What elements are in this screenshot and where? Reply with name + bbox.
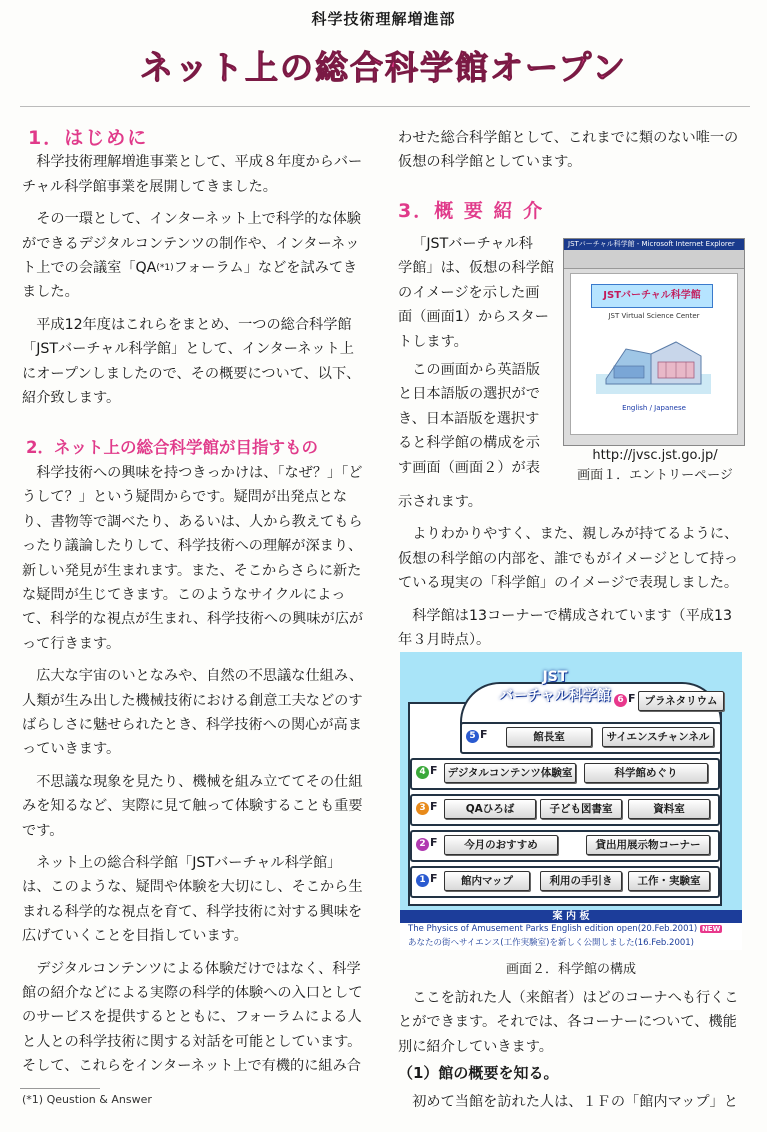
line: 「JSTバーチャル科 <box>412 236 533 252</box>
floor-unit: F <box>430 872 438 885</box>
new-badge: NEW <box>701 925 721 933</box>
browser-toolbar <box>564 250 744 269</box>
right-column-bottom <box>398 986 744 1114</box>
line: のイメージを示した画 <box>398 284 540 301</box>
floor-label <box>416 800 438 815</box>
news-item-2[interactable]: あなたの街へサイエンス(工作実験室)を新しく公開しました(16.Feb.2001) <box>408 938 694 948</box>
footnote-rule <box>20 1088 100 1089</box>
left-column <box>22 126 368 1079</box>
entry-url: http://jvsc.jst.go.jp/ <box>592 448 718 463</box>
floor-2 <box>410 830 720 862</box>
floor-label <box>614 692 636 707</box>
room-user-guide-button[interactable]: 利用の手引き <box>540 871 622 891</box>
jst-museum-logo <box>480 668 630 710</box>
floor-5 <box>460 722 722 754</box>
room-planetarium-button[interactable]: プラネタリウム <box>638 691 724 711</box>
entry-page-screenshot <box>563 238 745 446</box>
browser-page <box>570 273 738 435</box>
line: トします。 <box>398 333 468 350</box>
room-monthly-picks-button[interactable]: 今月のおすすめ <box>444 835 558 855</box>
floor-number: 2 <box>416 838 429 851</box>
right-paragraph-5: 初めて当館を訪れた人は、１Ｆの「館内マップ」と <box>412 1093 738 1110</box>
room-digital-content-button[interactable]: デジタルコンテンツ体験室 <box>444 763 576 783</box>
window-titlebar: JSTバーチャル科学館 - Microsoft Internet Explorer <box>564 239 744 250</box>
floor-label <box>416 872 438 887</box>
section-2-paragraph-5: デジタルコンテンツによる体験だけではなく、科学館の紹介などによる実際の科学的体験への入口としてのサービスを提供するとともに、フォーラムによる人と人との科学技術に関する対話を可能としています。そして、これらをインターネット上で有機的に組み合 <box>22 960 363 1075</box>
right-paragraph-2: よりわかりやすく、また、親しみが持てるように、仮想の科学館の内部を、誰でもがイメージとして持っている現実の「科学館」のイメージで表現しました。 <box>398 526 739 592</box>
right-paragraph-4: ここを訪れた人（来館者）はどのコーナへも行くことができます。それでは、各コーナーについて、機能別に紹介していきます。 <box>398 990 739 1055</box>
logo-line: バーチャル科学館 <box>499 688 611 704</box>
section-2-heading: 2．ネット上の総合科学館が目指すもの <box>26 438 318 458</box>
jst-logo: JSTバーチャル科学館 <box>591 284 713 308</box>
section-2-paragraph-3: 不思議な現象を見たり、機械を組み立ててその仕組みを知るなど、実際に見て触って体験することも重要です。 <box>22 773 363 839</box>
room-rental-exhibits-button[interactable]: 貸出用展示物コーナー <box>586 835 710 855</box>
center-subtitle: JST Virtual Science Center <box>608 312 700 320</box>
screenshot-2-caption: 画面２．科学館の構成 <box>505 962 636 977</box>
continued-line: 示されます。 <box>398 494 482 510</box>
continued-paragraph: わせた総合科学館として、これまでに類のない唯一の仮想の科学館としています。 <box>398 130 739 171</box>
title-rule <box>20 106 750 107</box>
logo-line: JST <box>542 669 568 685</box>
right-paragraph-3: 科学館は13コーナーで構成されています（平成13年３月時点）。 <box>398 607 733 649</box>
floor-1 <box>410 866 720 898</box>
floor-unit: F <box>430 836 438 849</box>
floor-number: 3 <box>416 802 429 815</box>
page-title: ネット上の総合科学館オープン <box>139 48 628 87</box>
line: 学館」は、仮想の科学館 <box>398 260 555 277</box>
notice-board-title: 案 内 板 <box>400 910 742 923</box>
department-name: 科学技術理解増進部 <box>311 10 456 28</box>
room-directors-office-button[interactable]: 館長室 <box>506 727 592 747</box>
footnote: (*1) Qeustion & Answer <box>22 1093 152 1106</box>
line: き、日本語版を選択す <box>398 410 540 427</box>
floor-number: 6 <box>614 694 627 707</box>
room-floor-map-button[interactable]: 館内マップ <box>444 871 530 891</box>
room-museum-tour-button[interactable]: 科学館めぐり <box>584 763 708 783</box>
floor-unit: F <box>628 692 636 705</box>
room-science-channel-button[interactable]: サイエンスチャンネル <box>602 727 714 747</box>
right-column-middle <box>398 490 744 652</box>
room-qa-plaza-button[interactable]: QAひろば <box>444 799 536 819</box>
line: す画面（画面２）が表 <box>398 459 540 476</box>
line: ると科学館の構成を示 <box>398 435 540 452</box>
floor-unit: F <box>430 764 438 777</box>
floor-4 <box>410 758 720 790</box>
floor-6 <box>610 688 720 716</box>
museum-structure-screenshot <box>400 652 742 950</box>
news-text[interactable]: The Physics of Amusement Parks English edition open(20.Feb.2001) <box>408 924 698 934</box>
subsection-1-heading: （1）館の概要を知る。 <box>398 1064 559 1083</box>
language-select-link[interactable]: English / Japanese <box>622 404 686 412</box>
news-item-1[interactable] <box>408 924 722 934</box>
line: この画面から英語版 <box>412 362 540 379</box>
floor-unit: F <box>430 800 438 813</box>
screenshot-1-caption: 画面１．エントリーページ <box>577 468 733 483</box>
section-1-heading: 1．はじめに <box>28 127 149 149</box>
section-1-paragraph-2 <box>22 207 368 305</box>
room-workshop-button[interactable]: 工作・実験室 <box>628 871 710 891</box>
paragraph-text: その一環として、インターネット上で科学的な体験ができるデジタルコンテンツの制作や、インターネット上での会議室「QA <box>22 211 361 277</box>
paragraph-text: フォーラム」などを試みてきました。 <box>22 260 358 301</box>
building-illustration-icon <box>596 334 711 394</box>
room-archive-button[interactable]: 資料室 <box>628 799 710 819</box>
room-kids-library-button[interactable]: 子ども図書室 <box>540 799 622 819</box>
section-2-paragraph-1: 科学技術への興味を持つきっかけは、「なぜ？」「どうして？」という疑問からです。疑問が出発点となり、書物等で調べたり、あるいは、人から教えてもらったり議論したりして、科学技術への理解が深まり、新しい発見が生まれます。また、そこからさらに新たな疑問が生じてきます。このようなサイクルによって、科学的な視点が生まれ、科学技術への興味が広がって行きます。 <box>22 464 364 652</box>
floor-number: 1 <box>416 874 429 887</box>
footnote-marker: (*1) <box>156 263 174 274</box>
floor-label <box>416 764 438 779</box>
floor-label <box>466 728 488 743</box>
section-3-wrapped-text <box>398 232 558 480</box>
section-1-paragraph-3: 平成12年度はこれらをまとめ、一つの総合科学館「JSTバーチャル科学館」として、インターネット上にオープンしましたので、その概要について、以下、紹介致します。 <box>22 316 361 407</box>
section-1-paragraph-1: 科学技術理解増進事業として、平成８年度からバーチャル科学館事業を展開してきました。 <box>22 154 363 195</box>
floor-number: 4 <box>416 766 429 779</box>
right-column-top <box>398 126 744 223</box>
floor-unit: F <box>480 728 488 741</box>
section-2-paragraph-4: ネット上の総合科学館「JSTバーチャル科学館」は、このような、疑問や体験を大切にし、そこから生まれる科学的な視点を育て、科学技術に対する興味を広げていくことを目指しています。 <box>22 854 363 945</box>
notice-board <box>400 910 742 950</box>
section-2-paragraph-2: 広大な宇宙のいとなみや、自然の不思議な仕組み、人類が生み出した機械技術における創意工夫などのすばらしさに魅せられたとき、科学技術への関心が高まっていきます。 <box>22 668 364 758</box>
section-3-heading: 3．概 要 紹 介 <box>398 199 545 222</box>
line: と日本語版の選択がで <box>398 386 540 403</box>
floor-label <box>416 836 438 851</box>
floor-3 <box>410 794 720 826</box>
line: 面（画面1）からスター <box>398 309 549 326</box>
floor-number: 5 <box>466 730 479 743</box>
